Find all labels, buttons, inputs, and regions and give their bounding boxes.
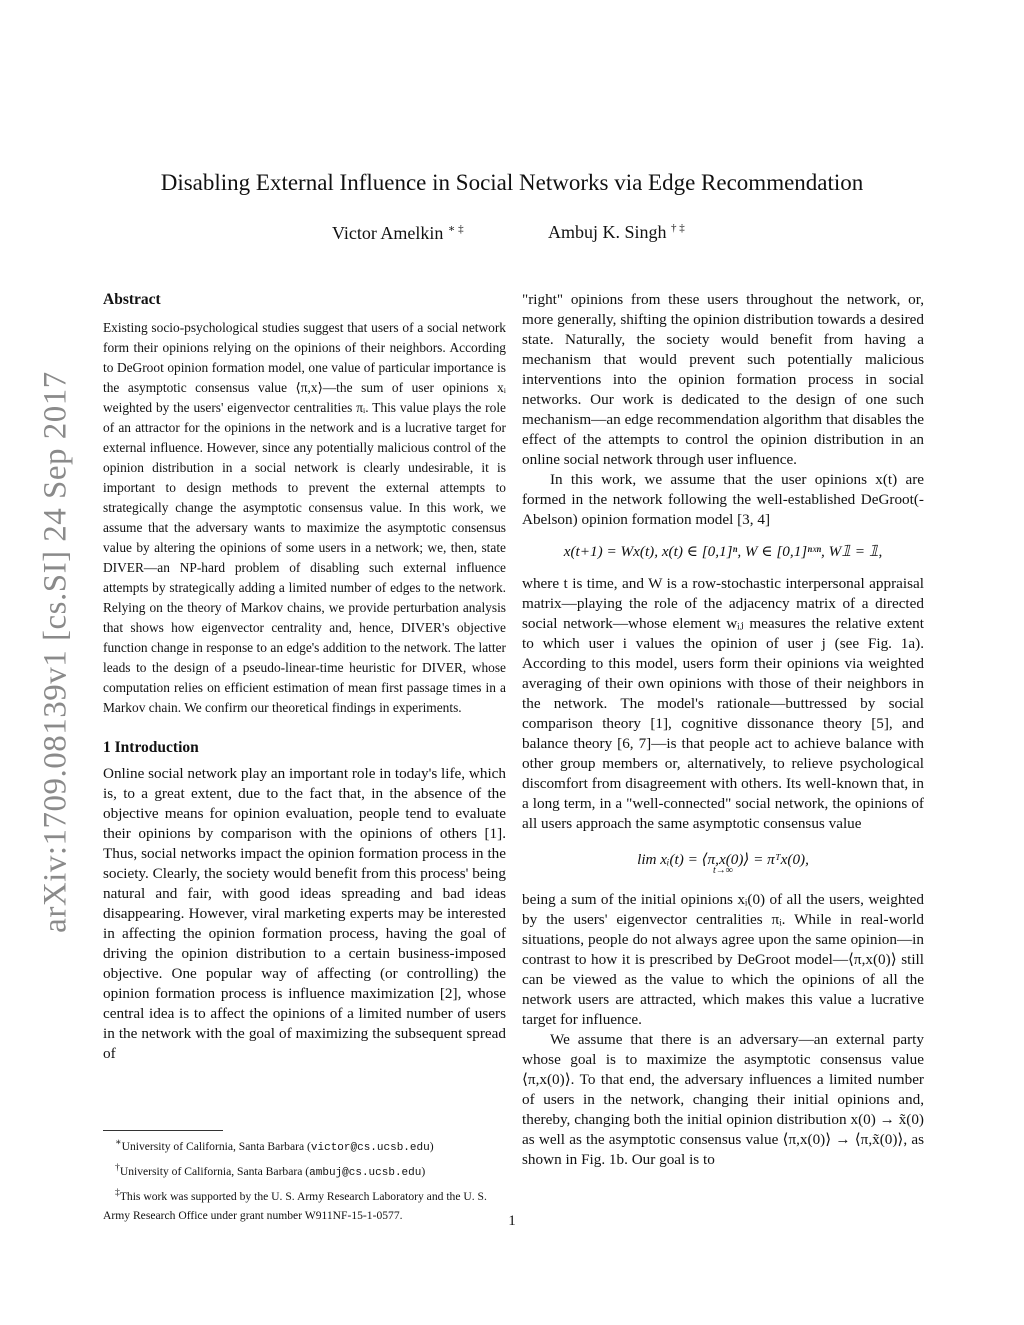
- footnote-text: This work was supported by the U. S. Army Research Laboratory and the U. S. Army Research Office under grant number W911NF-15-1-0577.: [103, 1189, 487, 1222]
- footnote-mark: ∗: [115, 1137, 122, 1148]
- section-heading-introduction: 1 Introduction: [103, 739, 199, 756]
- footnote-1: [103, 1133, 506, 1158]
- footnote-mark: ‡: [115, 1186, 120, 1198]
- author-marks: † ‡: [671, 222, 685, 234]
- footnote-tail: ): [421, 1164, 426, 1178]
- abstract-heading: Abstract: [103, 291, 161, 308]
- footnote-tail: ): [429, 1139, 434, 1153]
- intro-paragraph-6: We assume that there is an adversary—an external party whose goal is to maximize the asymptotic consensus value ⟨π,x(0)⟩. To that end, the adversary influences a limited number of users in the network, changing their initial opinions and, thereby, changing both the initial opinion distribution x(0) → x̃(0) as well as the asymptotic consensus value ⟨π,x(0)⟩ → ⟨π,x̃(0)⟩, as shown in Fig. 1b. Our goal is to: [522, 1031, 924, 1168]
- footnotes: [103, 1130, 506, 1225]
- footnote-mark: †: [115, 1161, 120, 1173]
- footnote-text: University of California, Santa Barbara (: [119, 1164, 310, 1178]
- equation-consensus-subscript: t→∞: [713, 865, 733, 876]
- paper-title: Disabling External Influence in Social Networks via Edge Recommendation: [160, 170, 864, 195]
- author-1: [332, 222, 464, 244]
- arxiv-stamp: arXiv:1709.08139v1 [cs.SI] 24 Sep 2017: [37, 371, 74, 933]
- right-column: [522, 290, 924, 1170]
- intro-paragraph-4: where t is time, and W is a row-stochastic interpersonal appraisal matrix—playing the role of the adjacency matrix of a directed social network—whose element wᵢⱼ measures the relative extent to which user i values the opinion of user j (see Fig. 1a). According to this model, users form their opinions via weighted averaging of their own opinions with those of their neighbors in the network. The model's rationale—buttressed by social comparison theory [1], cognitive dissonance theory [5], and balance theory [6, 7]—is that people act to achieve balance with other group members or, alternatively, to relieve psychological discomfort from disagreement with others. Its well-known that, in a long term, in a "well-connected" social network, the opinions of all users approach the same asymptotic consensus value: [522, 575, 924, 832]
- footnote-2: [103, 1158, 506, 1183]
- author-name: Victor Amelkin: [332, 223, 444, 243]
- footnote-rule: [103, 1130, 223, 1131]
- intro-paragraph-2: "right" opinions from these users throughout the network, or, more generally, shifting the opinion distribution towards a desired state. Naturally, the society would benefit from having a mechanism that would prevent such potentially malicious interventions into the opinion formation process in social networks. Our work is dedicated to the design of one such mechanism—an edge recommendation algorithm that disables the effect of the attempts to control the opinion distribution in an online social network through user influence.: [522, 291, 924, 468]
- intro-paragraph-1: Online social network play an important role in today's life, which is, to a great extent, due to the fact that, in the absence of the objective means for opinion evaluation, people tend to evaluate their opinions by comparison with the opinions of others [1]. Thus, social networks impact the opinion formation process in the society. Clearly, the society would benefit from this process' being natural and fair, with good ideas spreading and bad ideas disappearing. However, viral marketing experts may be interested in affecting the opinion formation process, having the goal of driving the opinion distribution to a certain business-imposed objective. One popular way of affecting (or controlling) the opinion formation process is influence maximization [2], whose central idea is to affect the opinions of a limited number of users in the network with the goal of maximizing the subsequent spread of: [103, 765, 506, 1062]
- equation-consensus: [522, 850, 924, 876]
- equation-degroot: x(t+1) = Wx(t), x(t) ∈ [0,1]ⁿ, W ∈ [0,1]ⁿˣⁿ, W𝟙 = 𝟙,: [563, 543, 883, 560]
- abstract-text: Existing socio-psychological studies suggest that users of a social network form their opinions relying on the opinions of their neighbors. According to DeGroot opinion formation model, one value of particular importance is the asymptotic consensus value ⟨π,x⟩—the sum of user opinions xᵢ weighted by the users' eigenvector centralities πᵢ. This value plays the role of an attractor for the opinions in the network and is a lucrative target for external influence. However, since any potentially malicious control of the opinion distribution in a social network is clearly undesirable, it is important to design methods to prevent the external attempts to strategically change the asymptotic consensus value. In this work, we assume that the adversary wants to maximize the asymptotic consensus value by altering the opinions of some users in a network; we, then, state DIVER—an NP-hard problem of disabling such external influence attempts by strategically adding a limited number of edges to the network. Relying on the theory of Markov chains, we provide perturbation analysis that shows how eigenvector centrality and, hence, DIVER's objective function change in response to an edge's addition to the network. The latter leads to the design of a pseudo-linear-time heuristic for DIVER, whose computation relies on efficient estimation of mean first passage times in a Markov chain. We confirm our theoretical findings in experiments.: [103, 320, 506, 715]
- page-number: 1: [508, 1213, 516, 1229]
- intro-paragraph-5: being a sum of the initial opinions xᵢ(0) of all the users, weighted by the users' eigenvector centralities πᵢ. While in real-world situations, people do not always agree upon the same opinion—in contrast to how it is prescribed by DeGroot model—⟨π,x(0)⟩ still can be viewed as the value to which the opinions of all the network users are attracted, which makes this value a lucrative target for influence.: [522, 891, 924, 1028]
- intro-paragraph-3: In this work, we assume that the user opinions x(t) are formed in the network following the well-established DeGroot(-Abelson) opinion formation model [3, 4]: [522, 471, 924, 528]
- left-column: [103, 290, 506, 1064]
- footnote-email[interactable]: ambuj@cs.ucsb.edu: [309, 1166, 422, 1179]
- equation-consensus-main: lim xᵢ(t) = ⟨π,x(0)⟩ = πᵀx(0),: [637, 851, 809, 868]
- footnote-text: University of California, Santa Barbara (: [121, 1139, 311, 1153]
- footnote-email[interactable]: victor@cs.ucsb.edu: [310, 1141, 430, 1154]
- author-2: [548, 222, 685, 243]
- author-marks: ∗ ‡: [447, 223, 464, 235]
- author-name: Ambuj K. Singh: [548, 222, 667, 242]
